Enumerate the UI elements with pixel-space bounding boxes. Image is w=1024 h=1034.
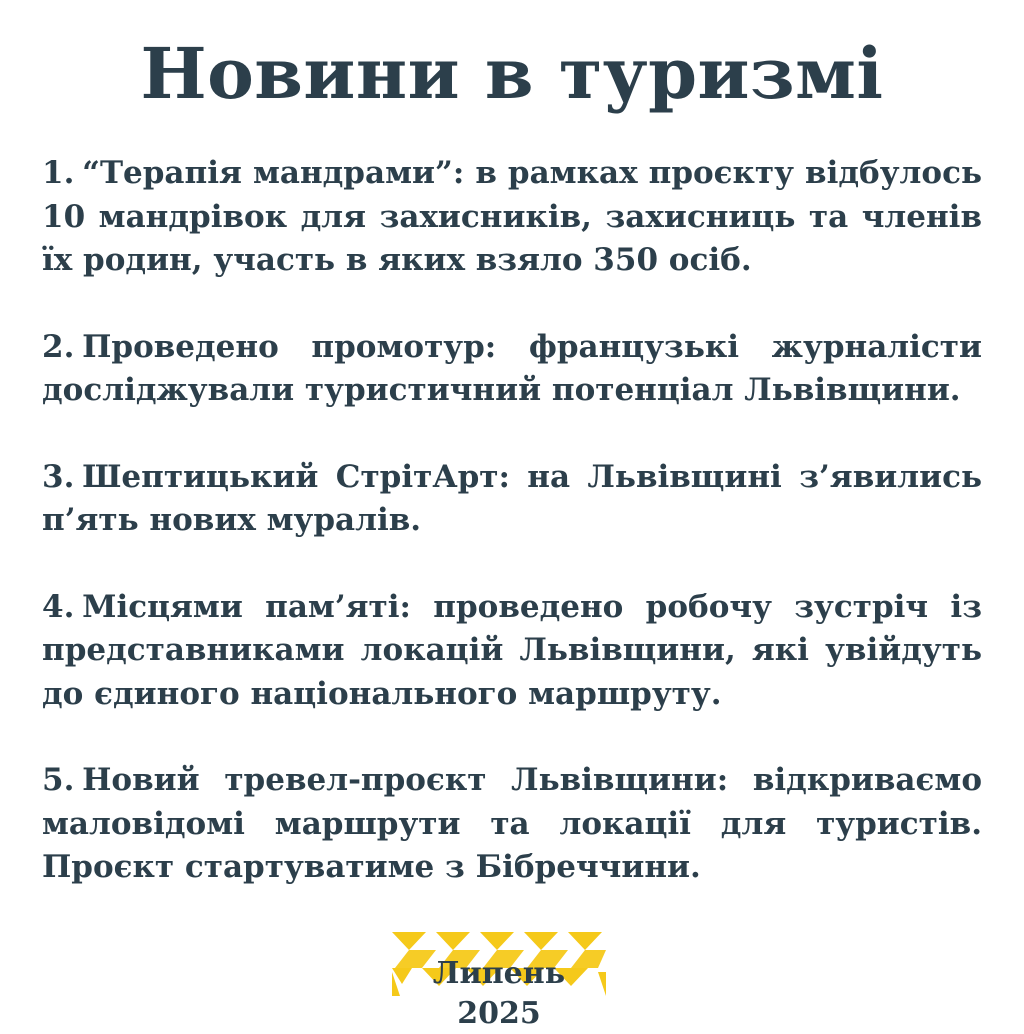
news-item-text: Місцями пам’яті: проведено робочу зустріч із представниками локацій Львівщини, які увійдуть до єдиного національного маршруту.	[42, 588, 982, 712]
news-item-text: “Терапія мандрами”: в рамках проєкту відбулось 10 мандрівок для захисників, захисниць та членів їх родин, участь в яких взяло 350 осіб.	[42, 155, 982, 278]
news-item-3	[42, 456, 982, 543]
news-item-number: 2.	[42, 328, 75, 365]
news-item-text: Проведено промотур: французькі журналісти досліджували туристичний потенціал Львівщини.	[42, 328, 982, 408]
footer-date: Липень 2025	[432, 956, 566, 1031]
page-title: Новини в туризмі	[140, 32, 884, 115]
news-item-text: Шептицький СтрітАрт: на Львівщині з’явились п’ять нових муралів.	[42, 458, 982, 538]
news-item-text: Новий тревел-проєкт Львівщини: відкриваємо маловідомі маршрути та локації для туристів. Проєкт стартуватиме з Бібреччини.	[42, 762, 982, 885]
news-item-5	[42, 759, 982, 890]
news-item-1	[42, 152, 982, 283]
news-item-2	[42, 326, 982, 413]
footer	[392, 932, 606, 1031]
news-item-number: 4.	[42, 588, 75, 625]
news-item-number: 3.	[42, 458, 75, 495]
news-item-number: 1.	[42, 155, 75, 191]
news-list	[42, 152, 982, 933]
news-item-number: 5.	[42, 762, 75, 798]
news-item-4	[42, 586, 982, 717]
